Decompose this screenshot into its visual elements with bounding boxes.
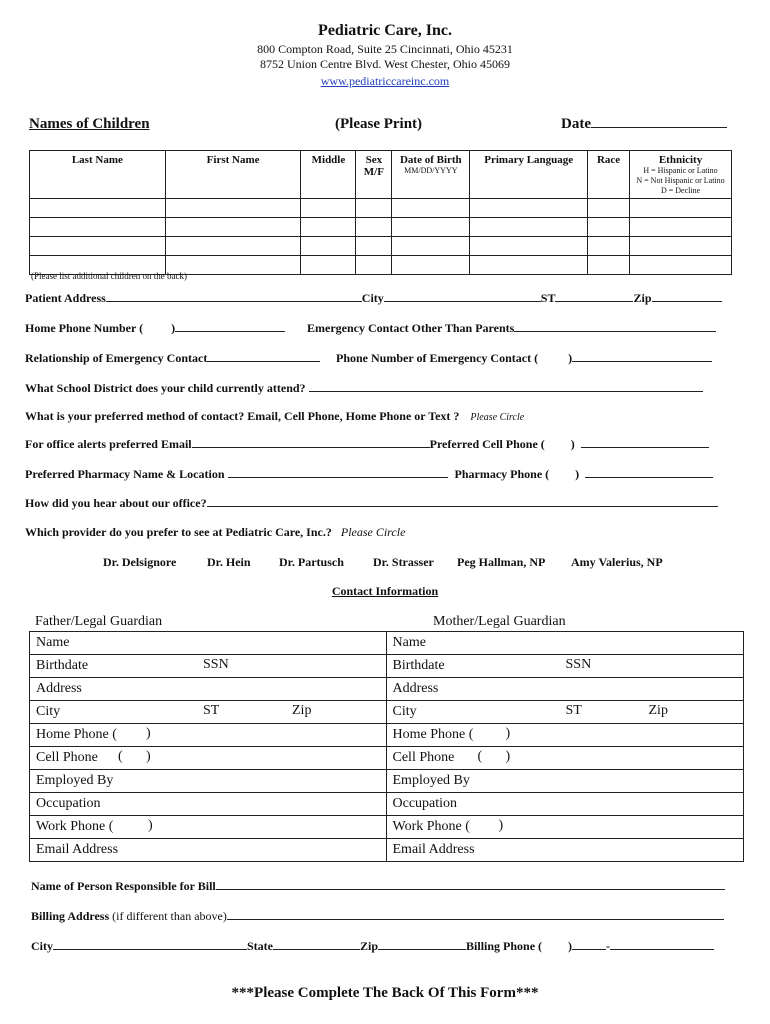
father-birthdate-field[interactable]: Birthdate SSN <box>30 655 387 678</box>
children-table <box>29 150 732 275</box>
billing-address-line[interactable] <box>31 908 724 924</box>
please-print-label: (Please Print) <box>335 116 423 132</box>
address-line-2: 8752 Union Centre Blvd. West Chester, Ohio 45069 <box>260 57 510 71</box>
provider-option[interactable]: Dr. Hein <box>207 555 251 569</box>
home-phone-label: Home Phone Number ( <box>25 321 144 335</box>
mother-heading: Mother/Legal Guardian <box>433 614 566 629</box>
guardian-row-work-phone[interactable] <box>30 816 744 839</box>
guardian-row-occupation[interactable] <box>30 793 744 816</box>
mother-cell-phone-field[interactable]: Cell Phone ( ) <box>386 747 744 770</box>
billing-state-label: State <box>247 939 273 953</box>
mother-birthdate-field[interactable]: Birthdate SSN <box>386 655 744 678</box>
father-work-phone-field[interactable]: Work Phone ( ) <box>30 816 387 839</box>
hear-about-line[interactable] <box>25 495 718 511</box>
address-line-1: 800 Compton Road, Suite 25 Cincinnati, Ohio 45231 <box>257 42 513 56</box>
child-row[interactable] <box>30 237 732 256</box>
emergency-contact-label: Emergency Contact Other Than Parents <box>307 321 515 335</box>
company-name: Pediatric Care, Inc. <box>318 22 452 39</box>
preferred-method-line[interactable] <box>25 409 524 424</box>
mother-employed-field[interactable]: Employed By <box>386 770 744 793</box>
col-dob <box>392 151 470 199</box>
office-email-line[interactable]: For office alerts preferred Email Preferred Cell Phone ( ) <box>25 436 709 452</box>
mother-home-phone-field[interactable]: Home Phone ( ) <box>386 724 744 747</box>
provider-option[interactable]: Dr. Strasser <box>373 555 434 569</box>
billing-phone-label: Billing Phone ( <box>466 939 543 953</box>
ethnicity-label: Ethnicity <box>658 154 703 166</box>
contact-information-heading: Contact Information <box>331 584 439 598</box>
col-language: Primary Language <box>470 151 588 199</box>
responsible-person-line[interactable] <box>31 878 725 894</box>
complete-back-notice: ***Please Complete The Back Of This Form*** <box>231 985 539 1001</box>
office-email-label: For office alerts preferred Email <box>25 437 192 451</box>
pharmacy-phone-label: Pharmacy Phone ( <box>454 467 550 481</box>
preferred-cell-label: Preferred Cell Phone ( <box>429 437 545 451</box>
emergency-phone-label: Phone Number of Emergency Contact ( <box>336 351 539 365</box>
emergency-phone-line[interactable]: Phone Number of Emergency Contact ( ) <box>336 350 712 366</box>
please-circle-note: Please Circle <box>470 412 525 423</box>
father-name-field[interactable]: Name <box>30 632 387 655</box>
children-title: Names of Children <box>29 116 150 132</box>
col-middle: Middle <box>301 151 356 199</box>
ethnicity-note-d: D = Decline <box>660 186 701 195</box>
ethnicity-note-n: N = Not Hispanic or Latino <box>636 176 725 185</box>
father-home-phone-field[interactable]: Home Phone ( ) <box>30 724 387 747</box>
provider-please-circle: Please Circle <box>340 525 406 539</box>
relationship-label: Relationship of Emergency Contact <box>25 351 208 365</box>
guardian-row-name[interactable] <box>30 632 744 655</box>
guardian-row-employed[interactable] <box>30 770 744 793</box>
billing-zip-label: Zip <box>360 939 379 953</box>
patient-address-line[interactable] <box>25 290 722 306</box>
mother-occupation-field[interactable]: Occupation <box>386 793 744 816</box>
zip-label: Zip <box>633 291 652 305</box>
preferred-method-label: What is your preferred method of contact? Email, Cell Phone, Home Phone or Text ? <box>25 409 460 423</box>
guardian-table <box>29 631 744 862</box>
website-link[interactable]: www.pediatriccareinc.com <box>320 74 450 88</box>
col-first-name: First Name <box>165 151 301 199</box>
col-sex <box>356 151 392 199</box>
father-email-field[interactable]: Email Address <box>30 839 387 862</box>
provider-option[interactable]: Amy Valerius, NP <box>571 555 663 569</box>
responsible-label: Name of Person Responsible for Bill <box>31 879 216 893</box>
relationship-line[interactable] <box>25 350 320 366</box>
father-employed-field[interactable]: Employed By <box>30 770 387 793</box>
billing-address-label: Billing Address <box>31 909 110 923</box>
home-phone-line[interactable]: Home Phone Number ( ) <box>25 320 285 336</box>
col-ethnicity <box>630 151 732 199</box>
sex-label: Sex <box>365 154 383 166</box>
pharmacy-line[interactable]: Preferred Pharmacy Name & Location Pharmacy Phone ( ) <box>25 466 713 482</box>
city-label: City <box>361 291 384 305</box>
dob-format: MM/DD/YYYY <box>404 166 458 175</box>
dob-label: Date of Birth <box>399 154 462 166</box>
provider-option[interactable]: Peg Hallman, NP <box>457 555 546 569</box>
provider-question <box>25 525 405 540</box>
provider-option[interactable]: Dr. Delsignore <box>103 555 177 569</box>
mother-email-field[interactable]: Email Address <box>386 839 744 862</box>
pharmacy-label: Preferred Pharmacy Name & Location <box>25 467 225 481</box>
ethnicity-note-h: H = Hispanic or Latino <box>643 166 718 175</box>
patient-address-label: Patient Address <box>25 291 106 305</box>
provider-option[interactable]: Dr. Partusch <box>279 555 344 569</box>
father-city-field[interactable]: City ST Zip <box>30 701 387 724</box>
additional-children-note: (Please list additional children on the back) <box>31 271 187 281</box>
mother-city-field[interactable]: City ST Zip <box>386 701 744 724</box>
billing-city-line[interactable]: City State Zip Billing Phone ( ) - <box>31 938 714 954</box>
guardian-row-cell-phone[interactable] <box>30 747 744 770</box>
guardian-row-home-phone[interactable] <box>30 724 744 747</box>
guardian-row-city[interactable] <box>30 701 744 724</box>
date-label: Date <box>561 116 591 132</box>
billing-city-label: City <box>31 939 53 953</box>
mother-address-field[interactable]: Address <box>386 678 744 701</box>
child-row[interactable] <box>30 199 732 218</box>
st-label: ST <box>540 291 556 305</box>
col-last-name: Last Name <box>30 151 166 199</box>
hear-about-label: How did you hear about our office? <box>25 496 207 510</box>
father-cell-phone-field[interactable]: Cell Phone ( ) <box>30 747 387 770</box>
date-field[interactable] <box>561 116 727 133</box>
school-district-label: What School District does your child currently attend? <box>25 381 306 395</box>
guardian-row-birthdate[interactable] <box>30 655 744 678</box>
sex-sub-label: M/F <box>363 166 384 178</box>
school-district-line[interactable] <box>25 380 703 396</box>
father-occupation-field[interactable]: Occupation <box>30 793 387 816</box>
guardian-row-address[interactable] <box>30 678 744 701</box>
col-race: Race <box>588 151 630 199</box>
child-row[interactable] <box>30 218 732 237</box>
provider-question-label: Which provider do you prefer to see at Pediatric Care, Inc.? <box>25 525 332 539</box>
father-address-field[interactable]: Address <box>30 678 387 701</box>
guardian-row-email[interactable] <box>30 839 744 862</box>
father-heading: Father/Legal Guardian <box>35 614 163 629</box>
emergency-contact-line[interactable] <box>307 320 716 336</box>
mother-name-field[interactable]: Name <box>386 632 744 655</box>
billing-if-different: (if different than above) <box>112 909 227 923</box>
mother-work-phone-field[interactable]: Work Phone ( ) <box>386 816 744 839</box>
